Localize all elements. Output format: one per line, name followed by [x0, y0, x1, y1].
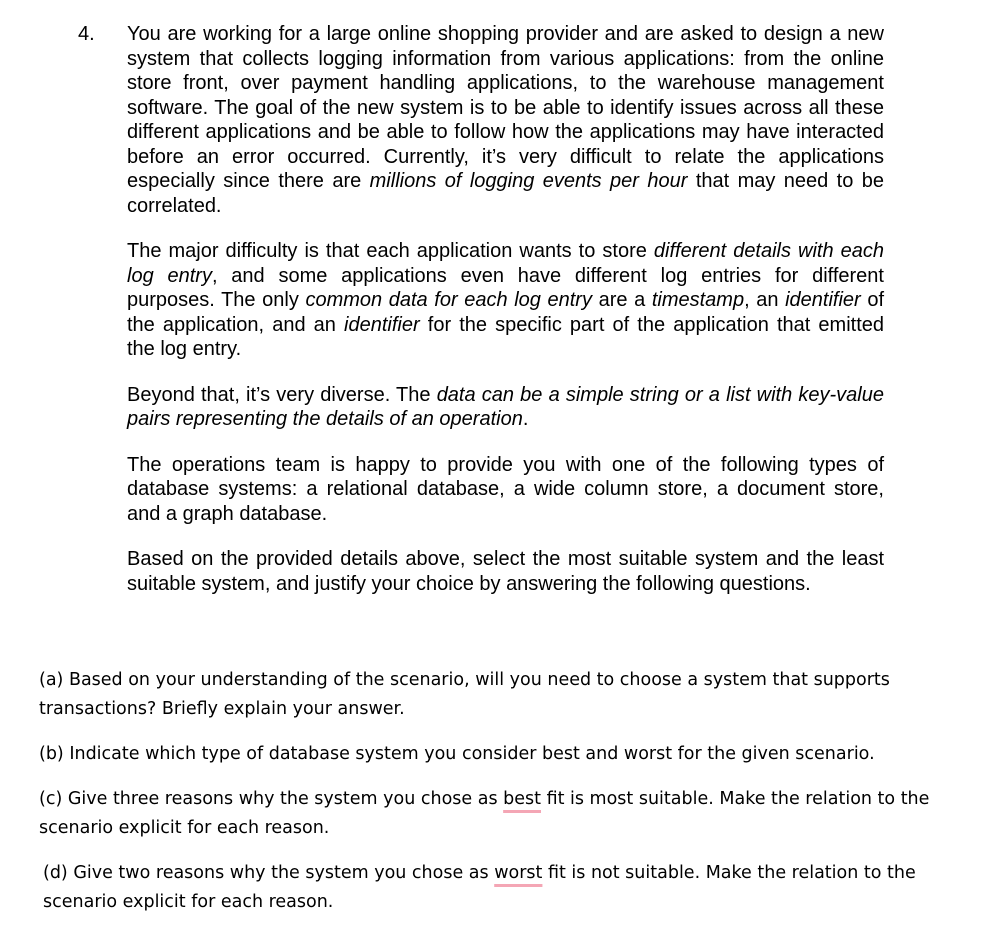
- question-paragraph: [127, 239, 884, 362]
- underlined-keyword: best: [503, 789, 541, 809]
- sub-question-text: fit is most suitable. Make the relation to the scenario explicit for each reason.: [39, 789, 930, 838]
- emphasized-text: timestamp: [651, 289, 745, 311]
- sub-question-text: (d) Give two reasons why the system you chose as: [43, 863, 495, 883]
- body-text: are a: [591, 289, 652, 311]
- emphasized-text: identifier: [785, 289, 861, 311]
- sub-question-a: [39, 666, 949, 724]
- emphasized-text: millions of logging events per hour: [369, 170, 688, 192]
- body-text: You are working for a large online shopping provider and are asked to design a new system that collects logging information from various applications: from the online store front, over payment handling applications, to the warehouse management software. The goal of the new system is to be able to identify issues across all these different applications and be able to follow how the applications may have interacted before an error occurred. Currently, it’s very difficult to relate the applications especially since there are: [127, 23, 884, 192]
- body-text: , an: [744, 289, 786, 311]
- body-text: The major difficulty is that each application wants to store: [127, 240, 654, 262]
- body-text: .: [522, 408, 529, 430]
- emphasized-text: different details with each log entry: [127, 240, 885, 287]
- sub-question-d: [39, 859, 949, 917]
- sub-question-text: (b) Indicate which type of database system you consider best and worst for the given scenario.: [39, 744, 875, 764]
- question-number: 4.: [78, 23, 95, 45]
- sub-question-text: (a) Based on your understanding of the scenario, will you need to choose a system that supports transactions? Briefly explain your answer.: [39, 670, 890, 719]
- body-text: for the specific part of the application that emitted the log entry.: [127, 313, 885, 360]
- body-text: of the application, and an: [127, 289, 885, 336]
- sub-question-text: (c) Give three reasons why the system you chose as: [39, 789, 504, 809]
- question-paragraph: [127, 383, 884, 432]
- question-paragraph: [127, 22, 884, 218]
- body-text: The operations team is happy to provide you with one of the following types of database systems: a relational database, a wide column store, a document store, and a graph database.: [127, 453, 884, 525]
- body-text: Beyond that, it’s very diverse. The: [127, 383, 437, 406]
- question-paragraph: [127, 453, 884, 527]
- underlined-keyword: worst: [494, 863, 543, 883]
- sub-question-text: fit is not suitable. Make the relation to the scenario explicit for each reason.: [43, 863, 916, 912]
- body-text: Based on the provided details above, select the most suitable system and the least suitable system, and justify your choice by answering the following questions.: [127, 548, 884, 595]
- emphasized-text: data can be a simple string or a list with key-value pairs representing the details of an operation: [127, 383, 884, 430]
- emphasized-text: common data for each log entry: [305, 289, 592, 311]
- sub-questions-list: [39, 666, 949, 933]
- question-body: [127, 22, 884, 617]
- emphasized-text: identifier: [344, 313, 420, 336]
- sub-question-b: [39, 740, 949, 769]
- body-text: , and some applications even have different log entries for different purposes. The only: [127, 264, 884, 311]
- question-paragraph: [127, 547, 884, 596]
- sub-question-c: [39, 785, 949, 843]
- body-text: that may need to be correlated.: [127, 170, 885, 217]
